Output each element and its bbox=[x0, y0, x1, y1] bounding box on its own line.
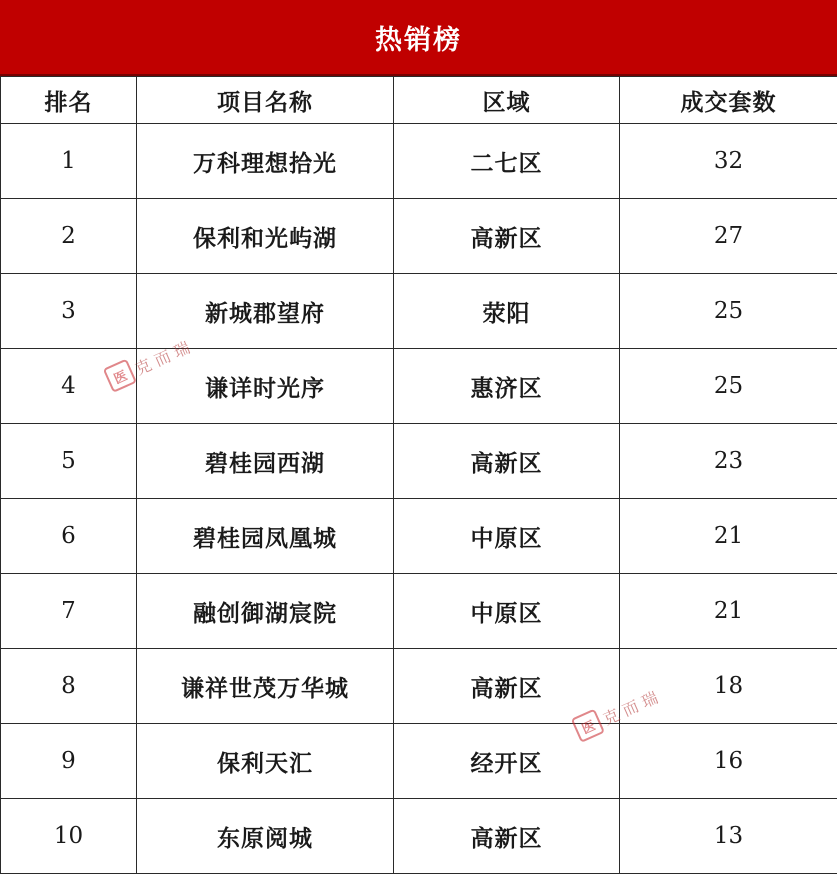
rank-cell: 8 bbox=[1, 649, 137, 724]
rank-cell: 10 bbox=[1, 799, 137, 874]
watermark-seal-icon: 医 bbox=[103, 359, 137, 393]
table-header-row bbox=[1, 77, 837, 124]
units-cell: 25 bbox=[620, 274, 837, 349]
table-row bbox=[1, 424, 837, 499]
project-cell: 谦祥世茂万华城 bbox=[137, 649, 394, 724]
column-header-project: 项目名称 bbox=[137, 77, 394, 124]
table-row bbox=[1, 649, 837, 724]
rank-cell: 7 bbox=[1, 574, 137, 649]
region-cell: 高新区 bbox=[394, 199, 620, 274]
column-header-units: 成交套数 bbox=[620, 77, 837, 124]
table-title: 热销榜 bbox=[375, 24, 462, 56]
rank-cell: 4 bbox=[1, 349, 137, 424]
units-cell: 21 bbox=[620, 499, 837, 574]
region-cell: 中原区 bbox=[394, 499, 620, 574]
region-cell: 二七区 bbox=[394, 124, 620, 199]
project-cell: 谦详时光序 bbox=[137, 349, 394, 424]
units-cell: 23 bbox=[620, 424, 837, 499]
table-row bbox=[1, 274, 837, 349]
region-cell: 高新区 bbox=[394, 649, 620, 724]
watermark-seal-icon: 医 bbox=[571, 709, 605, 743]
region-cell: 中原区 bbox=[394, 574, 620, 649]
table-row bbox=[1, 799, 837, 874]
watermark-text: 克而瑞 bbox=[131, 335, 198, 379]
table-row bbox=[1, 124, 837, 199]
region-cell: 荥阳 bbox=[394, 274, 620, 349]
column-header-region: 区域 bbox=[394, 77, 620, 124]
units-cell: 16 bbox=[620, 724, 837, 799]
rank-cell: 2 bbox=[1, 199, 137, 274]
project-cell: 碧桂园西湖 bbox=[137, 424, 394, 499]
table-row bbox=[1, 499, 837, 574]
ranking-table bbox=[0, 76, 837, 874]
table-row bbox=[1, 349, 837, 424]
rank-cell: 1 bbox=[1, 124, 137, 199]
table-row bbox=[1, 574, 837, 649]
project-cell: 东原阅城 bbox=[137, 799, 394, 874]
table-title-banner bbox=[0, 0, 837, 76]
units-cell: 25 bbox=[620, 349, 837, 424]
units-cell: 21 bbox=[620, 574, 837, 649]
rank-cell: 6 bbox=[1, 499, 137, 574]
region-cell: 惠济区 bbox=[394, 349, 620, 424]
project-cell: 融创御湖宸院 bbox=[137, 574, 394, 649]
units-cell: 32 bbox=[620, 124, 837, 199]
units-cell: 18 bbox=[620, 649, 837, 724]
rank-cell: 9 bbox=[1, 724, 137, 799]
project-cell: 新城郡望府 bbox=[137, 274, 394, 349]
units-cell: 27 bbox=[620, 199, 837, 274]
watermark-text: 克而瑞 bbox=[599, 685, 666, 729]
rank-cell: 3 bbox=[1, 274, 137, 349]
column-header-rank: 排名 bbox=[1, 77, 137, 124]
project-cell: 保利和光屿湖 bbox=[137, 199, 394, 274]
region-cell: 高新区 bbox=[394, 799, 620, 874]
rank-cell: 5 bbox=[1, 424, 137, 499]
table-row bbox=[1, 199, 837, 274]
project-cell: 万科理想拾光 bbox=[137, 124, 394, 199]
table-row bbox=[1, 724, 837, 799]
region-cell: 经开区 bbox=[394, 724, 620, 799]
project-cell: 保利天汇 bbox=[137, 724, 394, 799]
project-cell: 碧桂园凤凰城 bbox=[137, 499, 394, 574]
units-cell: 13 bbox=[620, 799, 837, 874]
region-cell: 高新区 bbox=[394, 424, 620, 499]
